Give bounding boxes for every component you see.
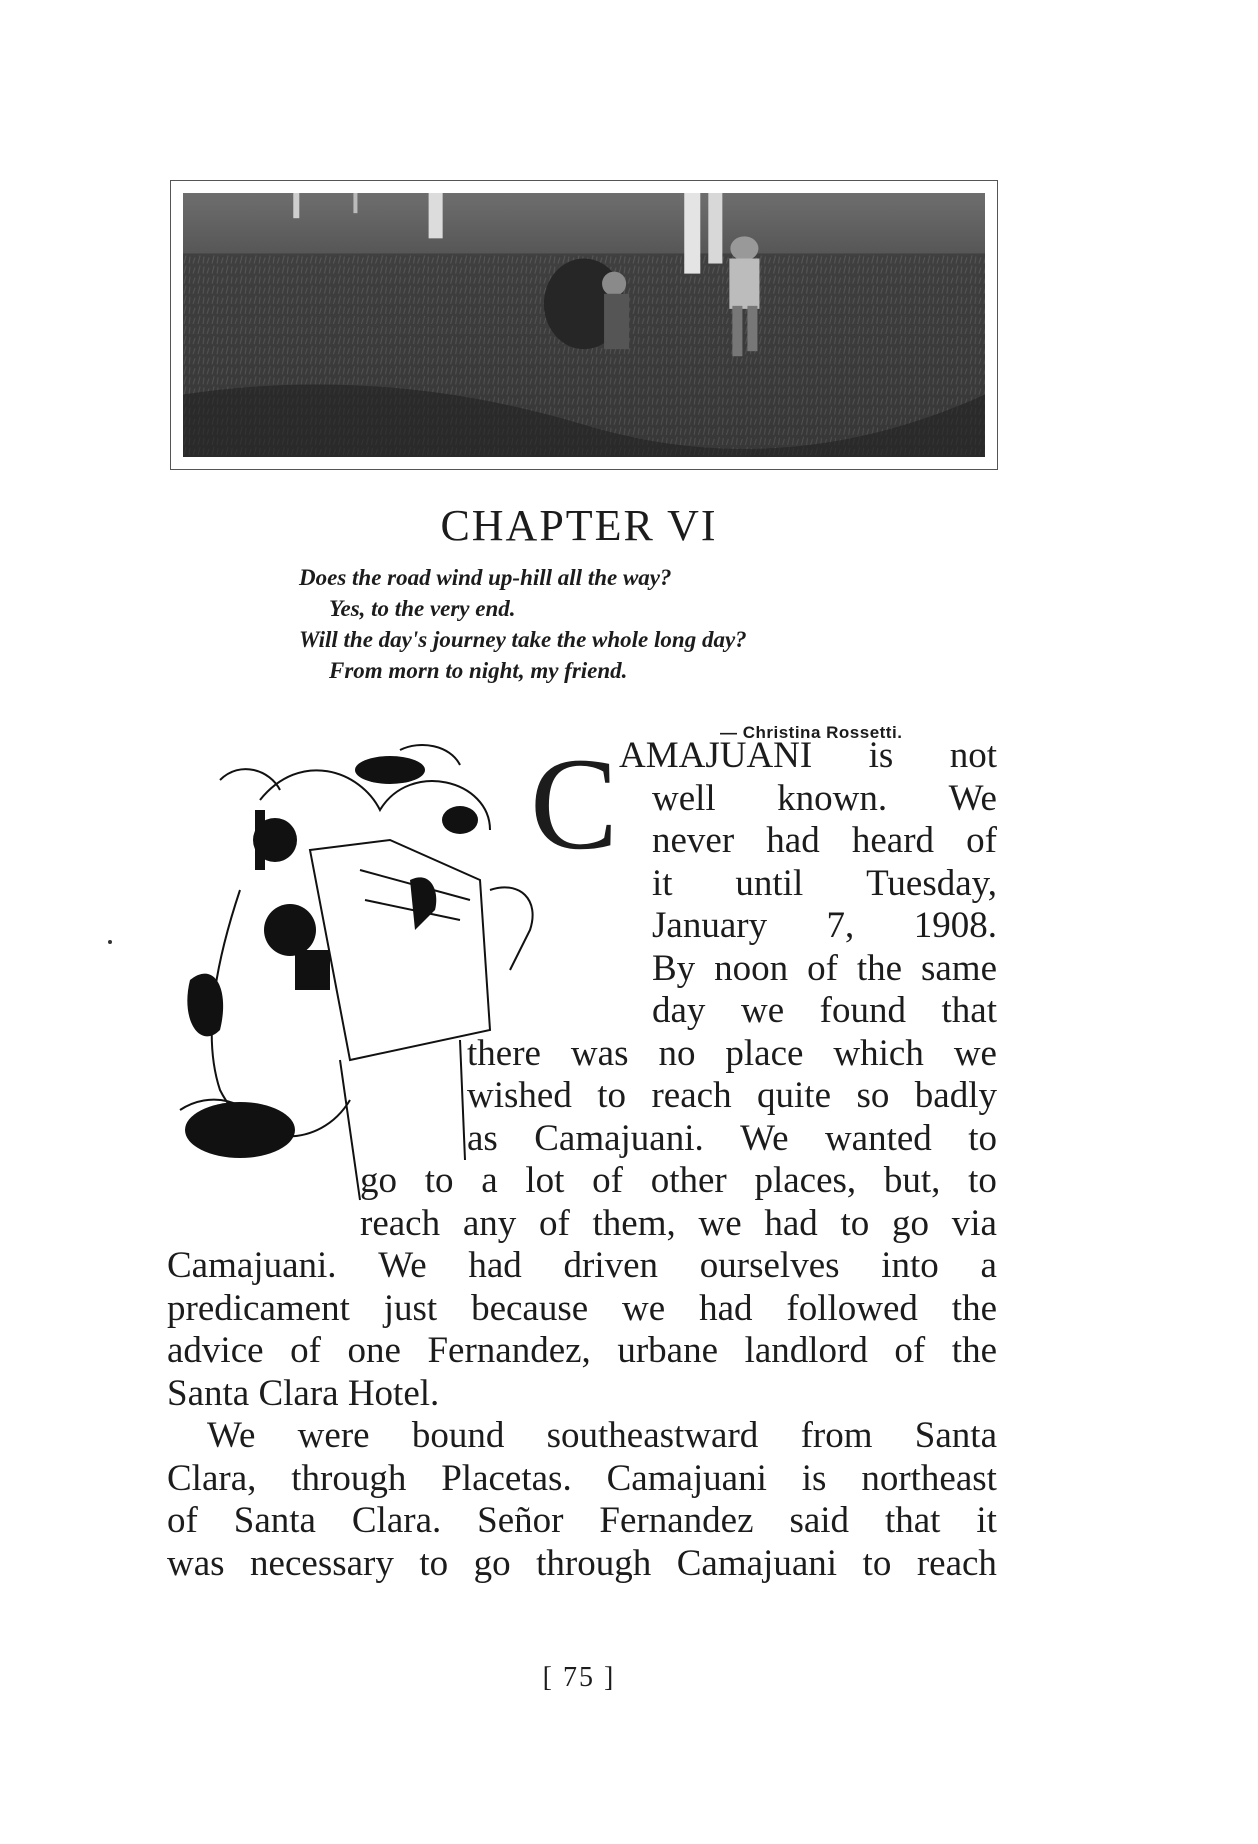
word: until (735, 862, 804, 904)
word: it (976, 1500, 997, 1541)
word: predicament (167, 1287, 350, 1329)
word: We (948, 777, 997, 819)
word: driven (563, 1245, 659, 1286)
epigraph-line: Does the road wind up-hill all the way? (299, 565, 672, 590)
body-line (167, 1458, 997, 1501)
word: to (597, 1075, 627, 1116)
word: that (941, 990, 997, 1031)
word: of (592, 1160, 623, 1201)
word: Santa (914, 1415, 997, 1456)
word: a (980, 1245, 997, 1286)
word: into (881, 1245, 939, 1286)
body-line (652, 990, 997, 1033)
word: northeast (861, 1457, 997, 1499)
word: Clara, (167, 1457, 257, 1499)
word: reach (651, 1075, 732, 1116)
word: of (167, 1500, 198, 1541)
word: badly (914, 1075, 997, 1116)
page-number: [ 75 ] (542, 1662, 616, 1693)
word: Camajuani. (167, 1245, 337, 1286)
word: were (297, 1415, 370, 1456)
word: the (951, 1330, 997, 1371)
word: urbane (617, 1330, 719, 1371)
body-line (167, 1288, 997, 1331)
word: place (725, 1032, 804, 1074)
word: but, (883, 1160, 941, 1201)
body-line (167, 1500, 997, 1543)
word: found (819, 990, 906, 1031)
word: Placetas. (441, 1457, 572, 1499)
word: because (471, 1287, 589, 1329)
epigraph-attribution: — Christina Rossetti. (720, 723, 903, 742)
word: followed (786, 1287, 918, 1329)
word: go (892, 1202, 929, 1244)
word: to (968, 1160, 997, 1201)
word: via (951, 1202, 997, 1244)
word: we (622, 1287, 666, 1329)
word: We (207, 1415, 256, 1456)
body-line (652, 820, 997, 863)
word: By (652, 947, 696, 989)
word: the (856, 947, 903, 989)
word: necessary (250, 1542, 394, 1584)
word: Fernandez (599, 1500, 754, 1541)
word: of (290, 1330, 321, 1371)
word: said (789, 1500, 850, 1541)
word: never (652, 820, 735, 861)
word: Fernandez, (427, 1330, 591, 1371)
word: of (894, 1330, 926, 1371)
word: to (968, 1117, 997, 1159)
word: Camajuani. (534, 1117, 704, 1159)
word: not (949, 735, 997, 776)
word: Santa Clara Hotel. (167, 1372, 440, 1414)
word: that (884, 1500, 941, 1541)
word: had (468, 1245, 522, 1286)
word: one (347, 1330, 401, 1371)
word: as (467, 1117, 498, 1159)
word: same (920, 947, 997, 989)
word: other (650, 1160, 727, 1201)
word: reach (916, 1542, 997, 1584)
word: 7, (826, 905, 855, 946)
word: we (740, 990, 785, 1031)
drop-cap-letter: C (530, 730, 619, 877)
word: quite (757, 1075, 831, 1116)
word: noon (714, 947, 789, 989)
epigraph-line: Will the day's journey take the whole long day? (299, 627, 747, 652)
stray-mark (108, 940, 112, 944)
word: them, (592, 1202, 676, 1244)
word: of (538, 1202, 570, 1244)
word: January (652, 905, 768, 946)
header-photograph (170, 180, 998, 470)
word: landlord (744, 1330, 868, 1371)
word: is (801, 1457, 827, 1499)
body-line (207, 1415, 997, 1458)
word: is (868, 735, 894, 776)
body-line (167, 1330, 997, 1373)
word: wished (467, 1075, 572, 1116)
word: day (652, 990, 706, 1031)
word: We (378, 1245, 427, 1286)
body-line (167, 1245, 997, 1288)
word: known. (777, 777, 888, 819)
word: just (383, 1287, 438, 1329)
word: to (862, 1542, 892, 1584)
word: Santa (233, 1500, 316, 1541)
word: southeastward (546, 1415, 759, 1456)
word: Camajuani (676, 1542, 838, 1584)
word: wanted (824, 1117, 932, 1159)
word: We (740, 1117, 789, 1159)
word: heard (851, 820, 935, 861)
body-line (652, 905, 997, 948)
word: Señor (477, 1500, 564, 1541)
word: no (658, 1032, 696, 1074)
word: Camajuani (606, 1457, 767, 1499)
word: we (698, 1202, 742, 1244)
word: was (167, 1542, 225, 1584)
word: from (800, 1415, 873, 1456)
word: had (764, 1202, 818, 1244)
epigraph-line: From morn to night, my friend. (329, 658, 628, 683)
word: 1908. (913, 905, 997, 946)
epigraph (299, 562, 999, 686)
word: so (856, 1075, 890, 1116)
body-line (167, 1373, 997, 1416)
word: had (766, 820, 820, 861)
body-line (467, 1033, 997, 1076)
body-line (652, 948, 997, 991)
word: go (360, 1160, 397, 1201)
word: lot (525, 1160, 565, 1201)
word: through (291, 1457, 407, 1499)
word: Tuesday, (866, 862, 997, 904)
word: there (467, 1032, 541, 1074)
word: of (807, 947, 838, 989)
photo-meadow-scene (183, 193, 985, 457)
word: go (473, 1542, 511, 1584)
body-line (619, 735, 997, 778)
word: to (419, 1542, 449, 1584)
body-line (467, 1118, 997, 1161)
chapter-title: CHAPTER VI (440, 501, 718, 550)
word: through (536, 1542, 652, 1584)
word: to (840, 1202, 870, 1244)
body-line (360, 1160, 997, 1203)
word: which (833, 1032, 924, 1074)
word: reach (360, 1202, 441, 1244)
word: ourselves (699, 1245, 840, 1286)
word: places, (754, 1160, 857, 1201)
body-line (467, 1075, 997, 1118)
word: advice (167, 1330, 264, 1371)
word: was (570, 1032, 629, 1074)
word: any (462, 1202, 517, 1244)
body-line (652, 863, 997, 906)
word: well (652, 777, 716, 819)
word: the (951, 1287, 997, 1329)
word: Clara. (351, 1500, 442, 1541)
epigraph-line: Yes, to the very end. (329, 596, 516, 621)
word: of (966, 820, 997, 861)
body-line (360, 1203, 997, 1246)
word: we (953, 1032, 997, 1074)
word: to (424, 1160, 454, 1201)
word: bound (411, 1415, 505, 1456)
word: a (481, 1160, 498, 1201)
word: AMAJUANI (619, 735, 813, 776)
word: had (699, 1287, 753, 1329)
word: it (652, 862, 673, 904)
body-line (167, 1543, 997, 1586)
body-line (652, 778, 997, 821)
